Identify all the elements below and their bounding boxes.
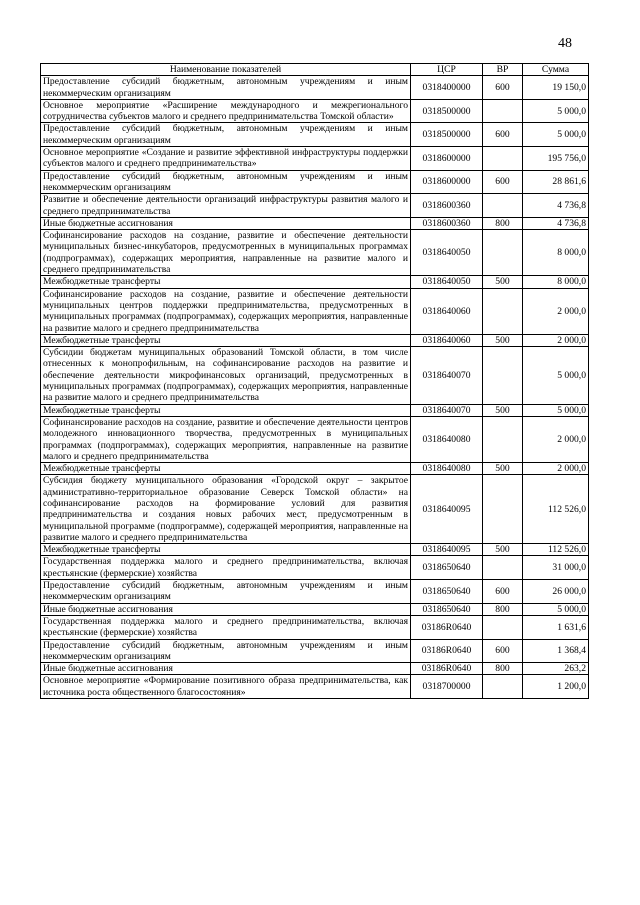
row-name-cell: Межбюджетные трансферты	[41, 276, 411, 288]
table-row	[41, 170, 589, 194]
row-name-cell: Государственная поддержка малого и среднего предпринимательства, включая крестьянские (фермерские) хозяйства	[41, 615, 411, 639]
row-sum-cell: 4 736,8	[523, 194, 589, 218]
table-row	[41, 463, 589, 475]
row-name-cell: Основное мероприятие «Создание и развитие эффективной инфраструктуры поддержки субъектов малого и среднего предпринимательства»	[41, 147, 411, 171]
table-row	[41, 556, 589, 580]
row-sum-cell: 2 000,0	[523, 288, 589, 334]
row-vr-cell: 800	[483, 217, 523, 229]
row-csr-cell: 03186R0640	[411, 615, 483, 639]
row-csr-cell: 0318700000	[411, 675, 483, 699]
row-csr-cell: 0318650640	[411, 556, 483, 580]
table-row	[41, 347, 589, 404]
row-sum-cell: 8 000,0	[523, 276, 589, 288]
table-row	[41, 603, 589, 615]
row-csr-cell: 03186R0640	[411, 663, 483, 675]
table-row	[41, 99, 589, 123]
row-name-cell: Межбюджетные трансферты	[41, 544, 411, 556]
row-sum-cell: 263,2	[523, 663, 589, 675]
table-row	[41, 76, 589, 100]
row-sum-cell: 5 000,0	[523, 603, 589, 615]
row-sum-cell: 31 000,0	[523, 556, 589, 580]
row-csr-cell: 0318600360	[411, 217, 483, 229]
row-csr-cell: 0318640080	[411, 416, 483, 462]
table-row	[41, 147, 589, 171]
budget-table	[40, 63, 589, 699]
row-sum-cell: 2 000,0	[523, 463, 589, 475]
row-name-cell: Предоставление субсидий бюджетным, автономным учреждениям и иным некоммерческим организациям	[41, 123, 411, 147]
row-name-cell: Государственная поддержка малого и среднего предпринимательства, включая крестьянские (фермерские) хозяйства	[41, 556, 411, 580]
row-vr-cell: 500	[483, 334, 523, 346]
row-sum-cell: 2 000,0	[523, 334, 589, 346]
row-sum-cell: 1 200,0	[523, 675, 589, 699]
row-name-cell: Иные бюджетные ассигнования	[41, 603, 411, 615]
row-csr-cell: 0318640050	[411, 230, 483, 276]
row-sum-cell: 19 150,0	[523, 76, 589, 100]
row-vr-cell	[483, 556, 523, 580]
row-name-cell: Развитие и обеспечение деятельности организаций инфраструктуры развития малого и среднего предпринимательства	[41, 194, 411, 218]
table-row	[41, 475, 589, 544]
row-csr-cell: 0318650640	[411, 580, 483, 604]
table-row	[41, 123, 589, 147]
row-sum-cell: 2 000,0	[523, 416, 589, 462]
row-vr-cell: 500	[483, 404, 523, 416]
row-vr-cell: 600	[483, 76, 523, 100]
row-name-cell: Субсидии бюджетам муниципальных образований Томской области, в том числе отнесенных к монопрофильным, на софинансирование расходов на развитие и обеспечение деятельности микрофинансовых организаций, предусмотренных в муниципальных программах (подпрограммах), содержащих мероприятия, направленные на развитие малого и среднего предпринимательства	[41, 347, 411, 404]
row-name-cell: Иные бюджетные ассигнования	[41, 663, 411, 675]
row-csr-cell: 0318600000	[411, 170, 483, 194]
row-csr-cell: 0318640070	[411, 404, 483, 416]
row-vr-cell	[483, 675, 523, 699]
table-row	[41, 663, 589, 675]
table-row	[41, 217, 589, 229]
header-sum: Сумма	[523, 64, 589, 76]
table-row	[41, 416, 589, 462]
row-csr-cell: 0318640095	[411, 544, 483, 556]
header-csr: ЦСР	[411, 64, 483, 76]
row-name-cell: Софинансирование расходов на создание, развитие и обеспечение деятельности муниципальных центров поддержки предпринимательства, предусмотренных в муниципальных программах (подпрограммах), содержащих мероприятия, направленные на развитие малого и среднего предпринимательства	[41, 288, 411, 334]
row-name-cell: Субсидия бюджету муниципального образования «Городской округ – закрытое административно-территориальное образование Северск Томской области» на софинансирование расходов на формирование условий для развития предпринимательства и создания новых рабочих мест, предусмотренным в муниципальной программе (подпрограмме), содержащей мероприятия, направленные на развитие малого и среднего предпринимательства	[41, 475, 411, 544]
table-row	[41, 615, 589, 639]
row-csr-cell: 0318640080	[411, 463, 483, 475]
row-name-cell: Межбюджетные трансферты	[41, 334, 411, 346]
row-vr-cell	[483, 147, 523, 171]
header-vr: ВР	[483, 64, 523, 76]
table-header	[41, 64, 589, 76]
row-name-cell: Основное мероприятие «Формирование позитивного образа предпринимательства, как источника роста общественного благосостояния»	[41, 675, 411, 699]
row-vr-cell	[483, 615, 523, 639]
row-vr-cell	[483, 230, 523, 276]
table-row	[41, 675, 589, 699]
table-row	[41, 230, 589, 276]
row-sum-cell: 5 000,0	[523, 123, 589, 147]
row-name-cell: Предоставление субсидий бюджетным, автономным учреждениям и иным некоммерческим организациям	[41, 76, 411, 100]
row-vr-cell	[483, 416, 523, 462]
row-name-cell: Предоставление субсидий бюджетным, автономным учреждениям и иным некоммерческим организациям	[41, 639, 411, 663]
row-vr-cell: 800	[483, 663, 523, 675]
row-vr-cell: 600	[483, 170, 523, 194]
row-name-cell: Софинансирование расходов на создание, развитие и обеспечение деятельности муниципальных бизнес-инкубаторов, предусмотренных в муниципальных программах (подпрограммах), содержащих мероприятия, направленные на развитие малого и среднего предпринимательства	[41, 230, 411, 276]
row-name-cell: Иные бюджетные ассигнования	[41, 217, 411, 229]
page-number: 48	[558, 36, 572, 51]
row-name-cell: Предоставление субсидий бюджетным, автономным учреждениям и иным некоммерческим организациям	[41, 580, 411, 604]
row-vr-cell	[483, 194, 523, 218]
row-csr-cell: 0318650640	[411, 603, 483, 615]
table-row	[41, 544, 589, 556]
row-name-cell: Софинансирование расходов на создание, развитие и обеспечение деятельности центров молодежного инновационного творчества, предусмотренных в муниципальных программах (подпрограммах), содержащих мероприятия, направленные на развитие малого и среднего предпринимательства	[41, 416, 411, 462]
row-vr-cell: 500	[483, 463, 523, 475]
row-sum-cell: 5 000,0	[523, 347, 589, 404]
table-row	[41, 404, 589, 416]
row-name-cell: Основное мероприятие «Расширение международного и межрегионального сотрудничества субъектов малого и среднего предпринимательства Томской области»	[41, 99, 411, 123]
row-sum-cell: 112 526,0	[523, 475, 589, 544]
row-name-cell: Предоставление субсидий бюджетным, автономным учреждениям и иным некоммерческим организациям	[41, 170, 411, 194]
table-row	[41, 639, 589, 663]
row-sum-cell: 1 368,4	[523, 639, 589, 663]
row-csr-cell: 0318600000	[411, 147, 483, 171]
row-sum-cell: 195 756,0	[523, 147, 589, 171]
row-vr-cell	[483, 347, 523, 404]
row-csr-cell: 0318640050	[411, 276, 483, 288]
row-vr-cell	[483, 99, 523, 123]
row-vr-cell: 600	[483, 123, 523, 147]
header-name: Наименование показателей	[41, 64, 411, 76]
header-row	[41, 64, 589, 76]
table-body	[41, 76, 589, 699]
row-csr-cell: 0318400000	[411, 76, 483, 100]
row-name-cell: Межбюджетные трансферты	[41, 463, 411, 475]
row-sum-cell: 5 000,0	[523, 404, 589, 416]
row-vr-cell	[483, 475, 523, 544]
row-csr-cell: 03186R0640	[411, 639, 483, 663]
row-sum-cell: 5 000,0	[523, 99, 589, 123]
row-vr-cell: 800	[483, 603, 523, 615]
table-row	[41, 580, 589, 604]
row-csr-cell: 0318640095	[411, 475, 483, 544]
row-sum-cell: 112 526,0	[523, 544, 589, 556]
row-sum-cell: 8 000,0	[523, 230, 589, 276]
row-csr-cell: 0318500000	[411, 123, 483, 147]
table-row	[41, 194, 589, 218]
row-csr-cell: 0318640060	[411, 288, 483, 334]
row-csr-cell: 0318640060	[411, 334, 483, 346]
row-vr-cell: 600	[483, 580, 523, 604]
row-vr-cell: 500	[483, 276, 523, 288]
row-vr-cell: 600	[483, 639, 523, 663]
row-sum-cell: 4 736,8	[523, 217, 589, 229]
row-csr-cell: 0318600360	[411, 194, 483, 218]
table-row	[41, 334, 589, 346]
row-csr-cell: 0318640070	[411, 347, 483, 404]
row-sum-cell: 1 631,6	[523, 615, 589, 639]
table-row	[41, 288, 589, 334]
row-name-cell: Межбюджетные трансферты	[41, 404, 411, 416]
row-vr-cell: 500	[483, 544, 523, 556]
row-vr-cell	[483, 288, 523, 334]
table-row	[41, 276, 589, 288]
row-sum-cell: 28 861,6	[523, 170, 589, 194]
row-sum-cell: 26 000,0	[523, 580, 589, 604]
row-csr-cell: 0318500000	[411, 99, 483, 123]
